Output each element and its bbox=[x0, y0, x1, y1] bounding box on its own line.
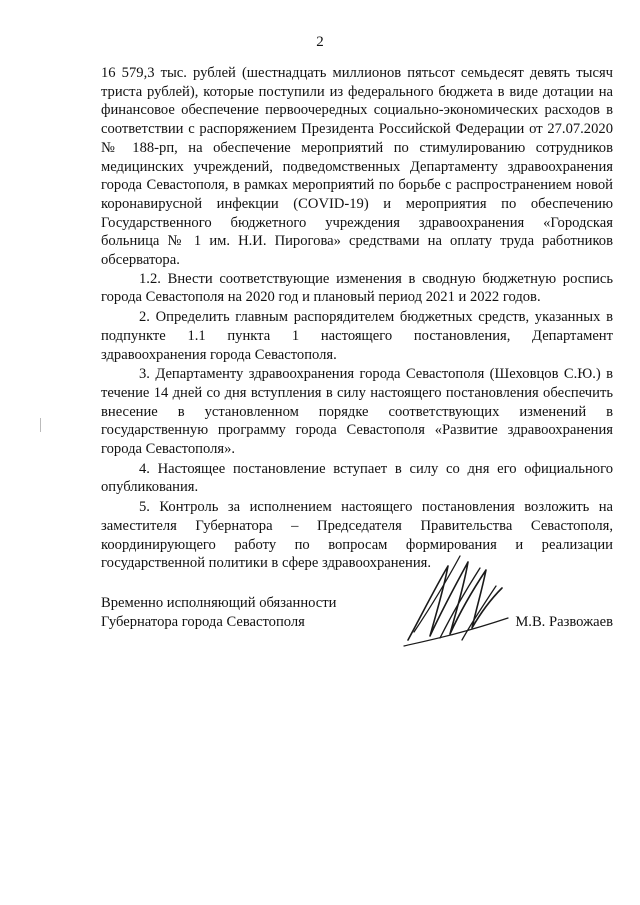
signer-position-line1: Временно исполняющий обязанности bbox=[101, 595, 337, 611]
paragraph-continuation: 16 579,3 тыс. рублей (шестнадцать миллионов пятьсот семьдесят девять тысяч триста рублей), которые поступили из федерального бюджета в виде дотации на финансовое обеспечение первоочередных социально-экономических расходов в соответствии с распоряжением Президента Российской Федерации от 27.07.2020 № 188-рп, на обеспечение мероприятий по стимулированию сотрудников медицинских учреждений, подведомственных Департаменту здравоохранения города Севастополя, в рамках мероприятий по борьбе с распространением новой коронавирусной инфекции (COVID-19) и мероприятия по обеспечению Государственного бюджетного учреждения здравоохранения «Городская больница № 1 им. Н.И. Пирогова» средствами на оплату труда работников обсерватора. bbox=[101, 65, 613, 269]
signer-position-line2: Губернатора города Севастополя bbox=[101, 614, 305, 630]
paragraph-5: 5. Контроль за исполнением настоящего постановления возложить на заместителя Губернатора – Председателя Правительства Севастополя, координирующего работу по вопросам формирования и реализации государственной политики в сфере здравоохранения. bbox=[101, 499, 613, 572]
signer-name: М.В. Развожаев bbox=[515, 614, 613, 630]
document-body bbox=[101, 64, 613, 573]
paragraph-1-2: 1.2. Внести соответствующие изменения в сводную бюджетную роспись города Севастополя на 2020 год и плановый период 2021 и 2022 годов. bbox=[101, 270, 613, 306]
signature-block bbox=[101, 594, 613, 632]
page-number: 2 bbox=[316, 34, 324, 50]
paragraph-2: 2. Определить главным распорядителем бюджетных средств, указанных в подпункте 1.1 пункта 1 настоящего постановления, Департамент здравоохранения города Севастополя. bbox=[101, 309, 613, 363]
paragraph-3: 3. Департаменту здравоохранения города Севастополя (Шеховцов С.Ю.) в течение 14 дней со дня вступления в силу настоящего постановления обеспечить внесение в установленном порядке соответствующих изменений в государственную программу города Севастополя «Развитие здравоохранения города Севастополя». bbox=[101, 366, 613, 458]
paragraph-4: 4. Настоящее постановление вступает в силу со дня его официального опубликования. bbox=[101, 460, 613, 496]
margin-mark bbox=[40, 418, 41, 432]
